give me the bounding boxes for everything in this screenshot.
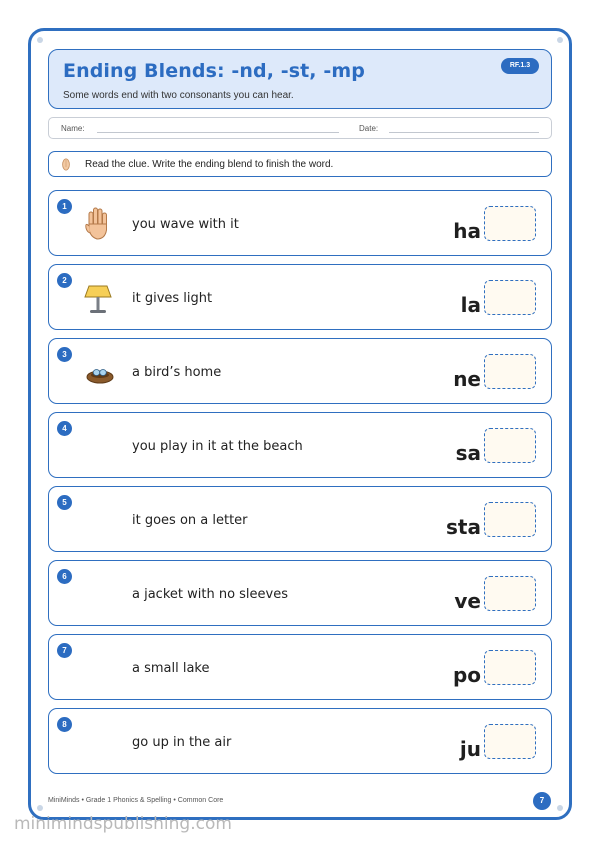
item-number: 6 <box>57 569 72 584</box>
hand-icon <box>83 206 113 242</box>
word-stem: sta <box>446 515 481 539</box>
standard-badge: RF.1.3 <box>501 58 539 74</box>
list-item <box>48 338 552 404</box>
clue-text: a small lake <box>132 661 210 676</box>
footer-credit: MiniMinds • Grade 1 Phonics & Spelling • Common Core <box>48 797 224 804</box>
item-number: 7 <box>57 643 72 658</box>
clue-text: it gives light <box>132 291 213 306</box>
worksheet-header <box>48 49 552 109</box>
word-stem: ju <box>459 737 481 761</box>
clue-text: it goes on a letter <box>132 513 248 528</box>
watermark: minimindspublishing.com <box>14 814 232 834</box>
date-field[interactable] <box>389 132 539 133</box>
list-item <box>48 708 552 774</box>
answer-box[interactable] <box>484 428 536 463</box>
list-item <box>48 190 552 256</box>
word-stem: ha <box>453 219 481 243</box>
word-stem: po <box>452 663 481 687</box>
list-item <box>48 412 552 478</box>
clue-text: go up in the air <box>132 735 232 750</box>
page-subtitle: Some words end with two consonants you can hear. <box>63 90 294 101</box>
answer-box[interactable] <box>484 576 536 611</box>
list-item <box>48 486 552 552</box>
item-number: 8 <box>57 717 72 732</box>
list-item <box>48 634 552 700</box>
word-stem: ve <box>454 589 481 613</box>
hand-icon <box>61 157 71 171</box>
item-number: 5 <box>57 495 72 510</box>
instruction-text: Read the clue. Write the ending blend to finish the word. <box>85 159 334 170</box>
corner-dot <box>37 37 43 43</box>
clue-text: you play in it at the beach <box>132 439 303 454</box>
answer-box[interactable] <box>484 354 536 389</box>
clue-text: a jacket with no sleeves <box>132 587 288 602</box>
page-title: Ending Blends: -nd, -st, -mp <box>63 60 365 82</box>
item-number: 1 <box>57 199 72 214</box>
answer-box[interactable] <box>484 650 536 685</box>
date-label: Date: <box>359 124 379 133</box>
list-item <box>48 264 552 330</box>
corner-dot <box>557 805 563 811</box>
item-number: 2 <box>57 273 72 288</box>
corner-dot <box>37 805 43 811</box>
page-number: 7 <box>533 792 551 810</box>
item-number: 3 <box>57 347 72 362</box>
clue-text: you wave with it <box>132 217 239 232</box>
lamp-icon <box>83 280 113 316</box>
item-number: 4 <box>57 421 72 436</box>
name-label: Name: <box>61 124 85 133</box>
name-field[interactable] <box>97 132 339 133</box>
answer-box[interactable] <box>484 724 536 759</box>
corner-dot <box>557 37 563 43</box>
word-stem: sa <box>455 441 481 465</box>
nest-icon <box>81 354 119 390</box>
clue-text: a bird’s home <box>132 365 222 380</box>
word-stem: ne <box>453 367 481 391</box>
list-item <box>48 560 552 626</box>
answer-box[interactable] <box>484 206 536 241</box>
word-stem: la <box>460 293 481 317</box>
name-date-bar <box>48 117 552 139</box>
instruction-bar <box>48 151 552 177</box>
answer-box[interactable] <box>484 280 536 315</box>
answer-box[interactable] <box>484 502 536 537</box>
